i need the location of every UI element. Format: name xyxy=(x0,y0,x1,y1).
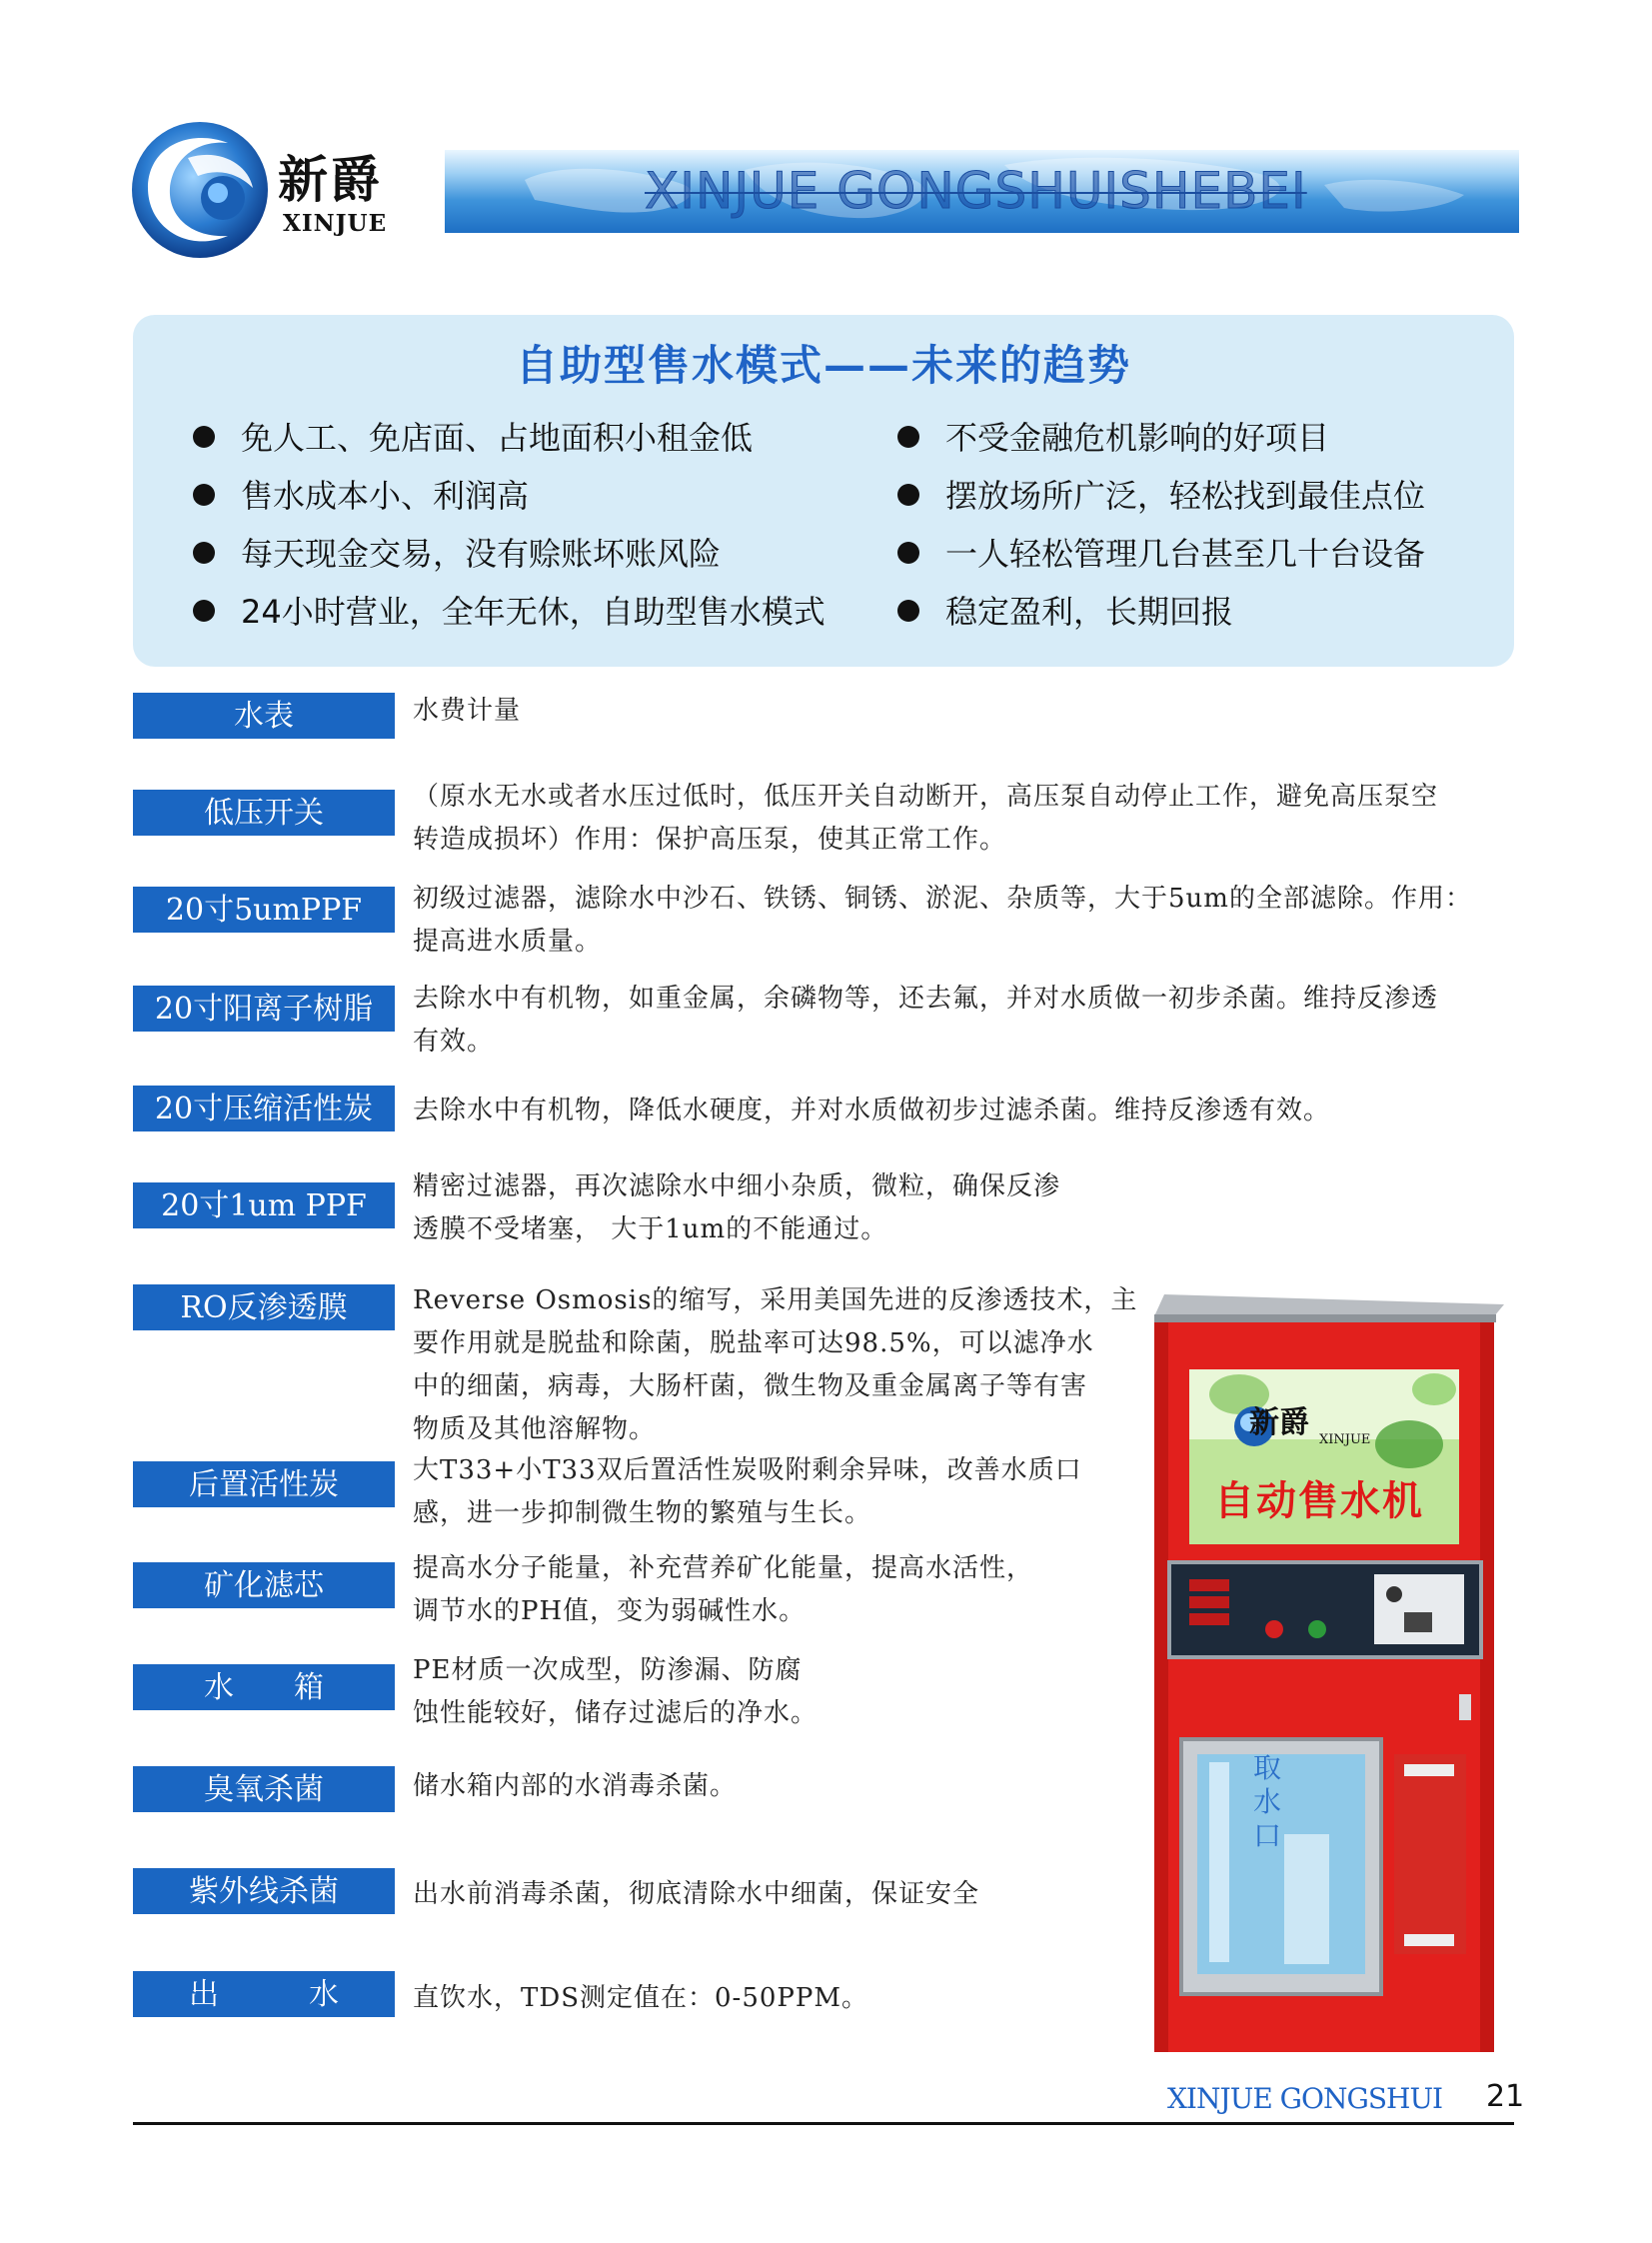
advantage-item: 摆放场所广泛，轻松找到最佳点位 xyxy=(897,471,1425,517)
advantage-item: 不受金融危机影响的好项目 xyxy=(897,413,1329,459)
component-desc: 直饮水，TDS测定值在：0-50PPM。 xyxy=(413,1983,869,2013)
component-desc: 去除水中有机物，如重金属，余磷物等，还去氟，并对水质做一初步杀菌。维持反渗透 有效。 xyxy=(413,984,1439,1057)
component-desc: 出水前消毒杀菌，彻底清除水中细菌，保证安全 xyxy=(413,1879,980,1909)
brand-name-en: XINJUE xyxy=(283,210,388,237)
advantage-item: 24小时营业，全年无休，自助型售水模式 xyxy=(193,587,826,633)
component-desc: （原水无水或者水压过低时，低压开关自动断开，高压泵自动停止工作，避免高压泵空 转造成损坏）作用：保护高压泵，使其正常工作。 xyxy=(413,782,1439,855)
component-desc: 储水箱内部的水消毒杀菌。 xyxy=(413,1771,738,1801)
component-desc: 提高水分子能量，补充营养矿化能量，提高水活性， 调节水的PH值，变为弱碱性水。 xyxy=(413,1553,1034,1626)
advantage-item: 稳定盈利，长期回报 xyxy=(897,587,1233,633)
machine-title: 自动售水机 xyxy=(1214,1478,1424,1524)
advantage-item: 售水成本小、利润高 xyxy=(193,471,529,517)
footer-brand: XINJUE GONGSHUI xyxy=(1167,2082,1443,2115)
component-label-ro-membrane: RO反渗透膜 xyxy=(133,1284,395,1330)
page-number: 21 xyxy=(1486,2079,1525,2114)
component-label-compressed-carbon: 20寸压缩活性炭 xyxy=(133,1086,395,1131)
component-desc: 水费计量 xyxy=(413,696,522,726)
component-label-mineral-filter: 矿化滤芯 xyxy=(133,1562,395,1608)
bullet-icon xyxy=(193,600,215,622)
machine-brand-en: XINJUE xyxy=(1319,1432,1371,1447)
bullet-icon xyxy=(897,542,919,564)
bullet-icon xyxy=(193,542,215,564)
advantages-title: 自助型售水模式——未来的趋势 xyxy=(515,341,1131,390)
advantage-item: 免人工、免店面、占地面积小租金低 xyxy=(193,413,753,459)
bullet-icon xyxy=(897,426,919,448)
machine-brand-cn: 新爵 xyxy=(1249,1405,1309,1440)
brand-name-cn: 新爵 xyxy=(278,150,382,209)
footer-divider xyxy=(133,2122,1514,2125)
advantage-item: 一人轻松管理几台甚至几十台设备 xyxy=(897,529,1425,575)
advantage-item: 每天现金交易，没有赊账坏账风险 xyxy=(193,529,721,575)
component-label-low-pressure-switch: 低压开关 xyxy=(133,790,395,836)
bullet-icon xyxy=(897,484,919,506)
component-desc: 去除水中有机物，降低水硬度，并对水质做初步过滤杀菌。维持反渗透有效。 xyxy=(413,1096,1331,1125)
header-banner xyxy=(445,150,1519,233)
component-label-water-meter: 水表 xyxy=(133,693,395,739)
bullet-icon xyxy=(897,600,919,622)
component-label-5um-ppf: 20寸5umPPF xyxy=(133,887,395,933)
water-vending-machine-image xyxy=(1149,1294,1504,2054)
component-label-1um-ppf: 20寸1um PPF xyxy=(133,1182,395,1228)
component-label-ozone: 臭氧杀菌 xyxy=(133,1766,395,1812)
component-label-outlet: 出 水 xyxy=(133,1971,395,2017)
xinjue-logo-icon xyxy=(128,118,273,263)
component-desc: PE材质一次成型，防渗漏、防腐 蚀性能较好，储存过滤后的净水。 xyxy=(413,1655,819,1728)
banner-title: XINJUE GONGSHUISHEBEI xyxy=(645,162,1307,220)
component-label-post-carbon: 后置活性炭 xyxy=(133,1461,395,1507)
water-outlet-label: 取水口 xyxy=(1252,1751,1281,1852)
bullet-icon xyxy=(193,426,215,448)
component-desc: 初级过滤器，滤除水中沙石、铁锈、铜锈、淤泥、杂质等，大于5um的全部滤除。作用： 提高进水质量。 xyxy=(413,884,1472,957)
component-desc: 精密过滤器，再次滤除水中细小杂质，微粒，确保反渗 透膜不受堵塞， 大于1um的不能通过。 xyxy=(413,1171,1061,1244)
component-label-cation-resin: 20寸阳离子树脂 xyxy=(133,986,395,1032)
component-desc: Reverse Osmosis的缩写，采用美国先进的反渗透技术，主 要作用就是脱盐和除菌，脱盐率可达98.5%，可以滤净水 中的细菌，病毒，大肠杆菌，微生物及重金属离子等有害 物质及其他溶解物。 xyxy=(413,1285,1138,1444)
advantages-panel xyxy=(133,315,1514,667)
component-desc: 大T33+小T33双后置活性炭吸附剩余异味，改善水质口 感，进一步抑制微生物的繁殖与生长。 xyxy=(413,1455,1082,1528)
bullet-icon xyxy=(193,484,215,506)
component-label-water-tank: 水 箱 xyxy=(133,1664,395,1710)
component-label-uv: 紫外线杀菌 xyxy=(133,1868,395,1914)
